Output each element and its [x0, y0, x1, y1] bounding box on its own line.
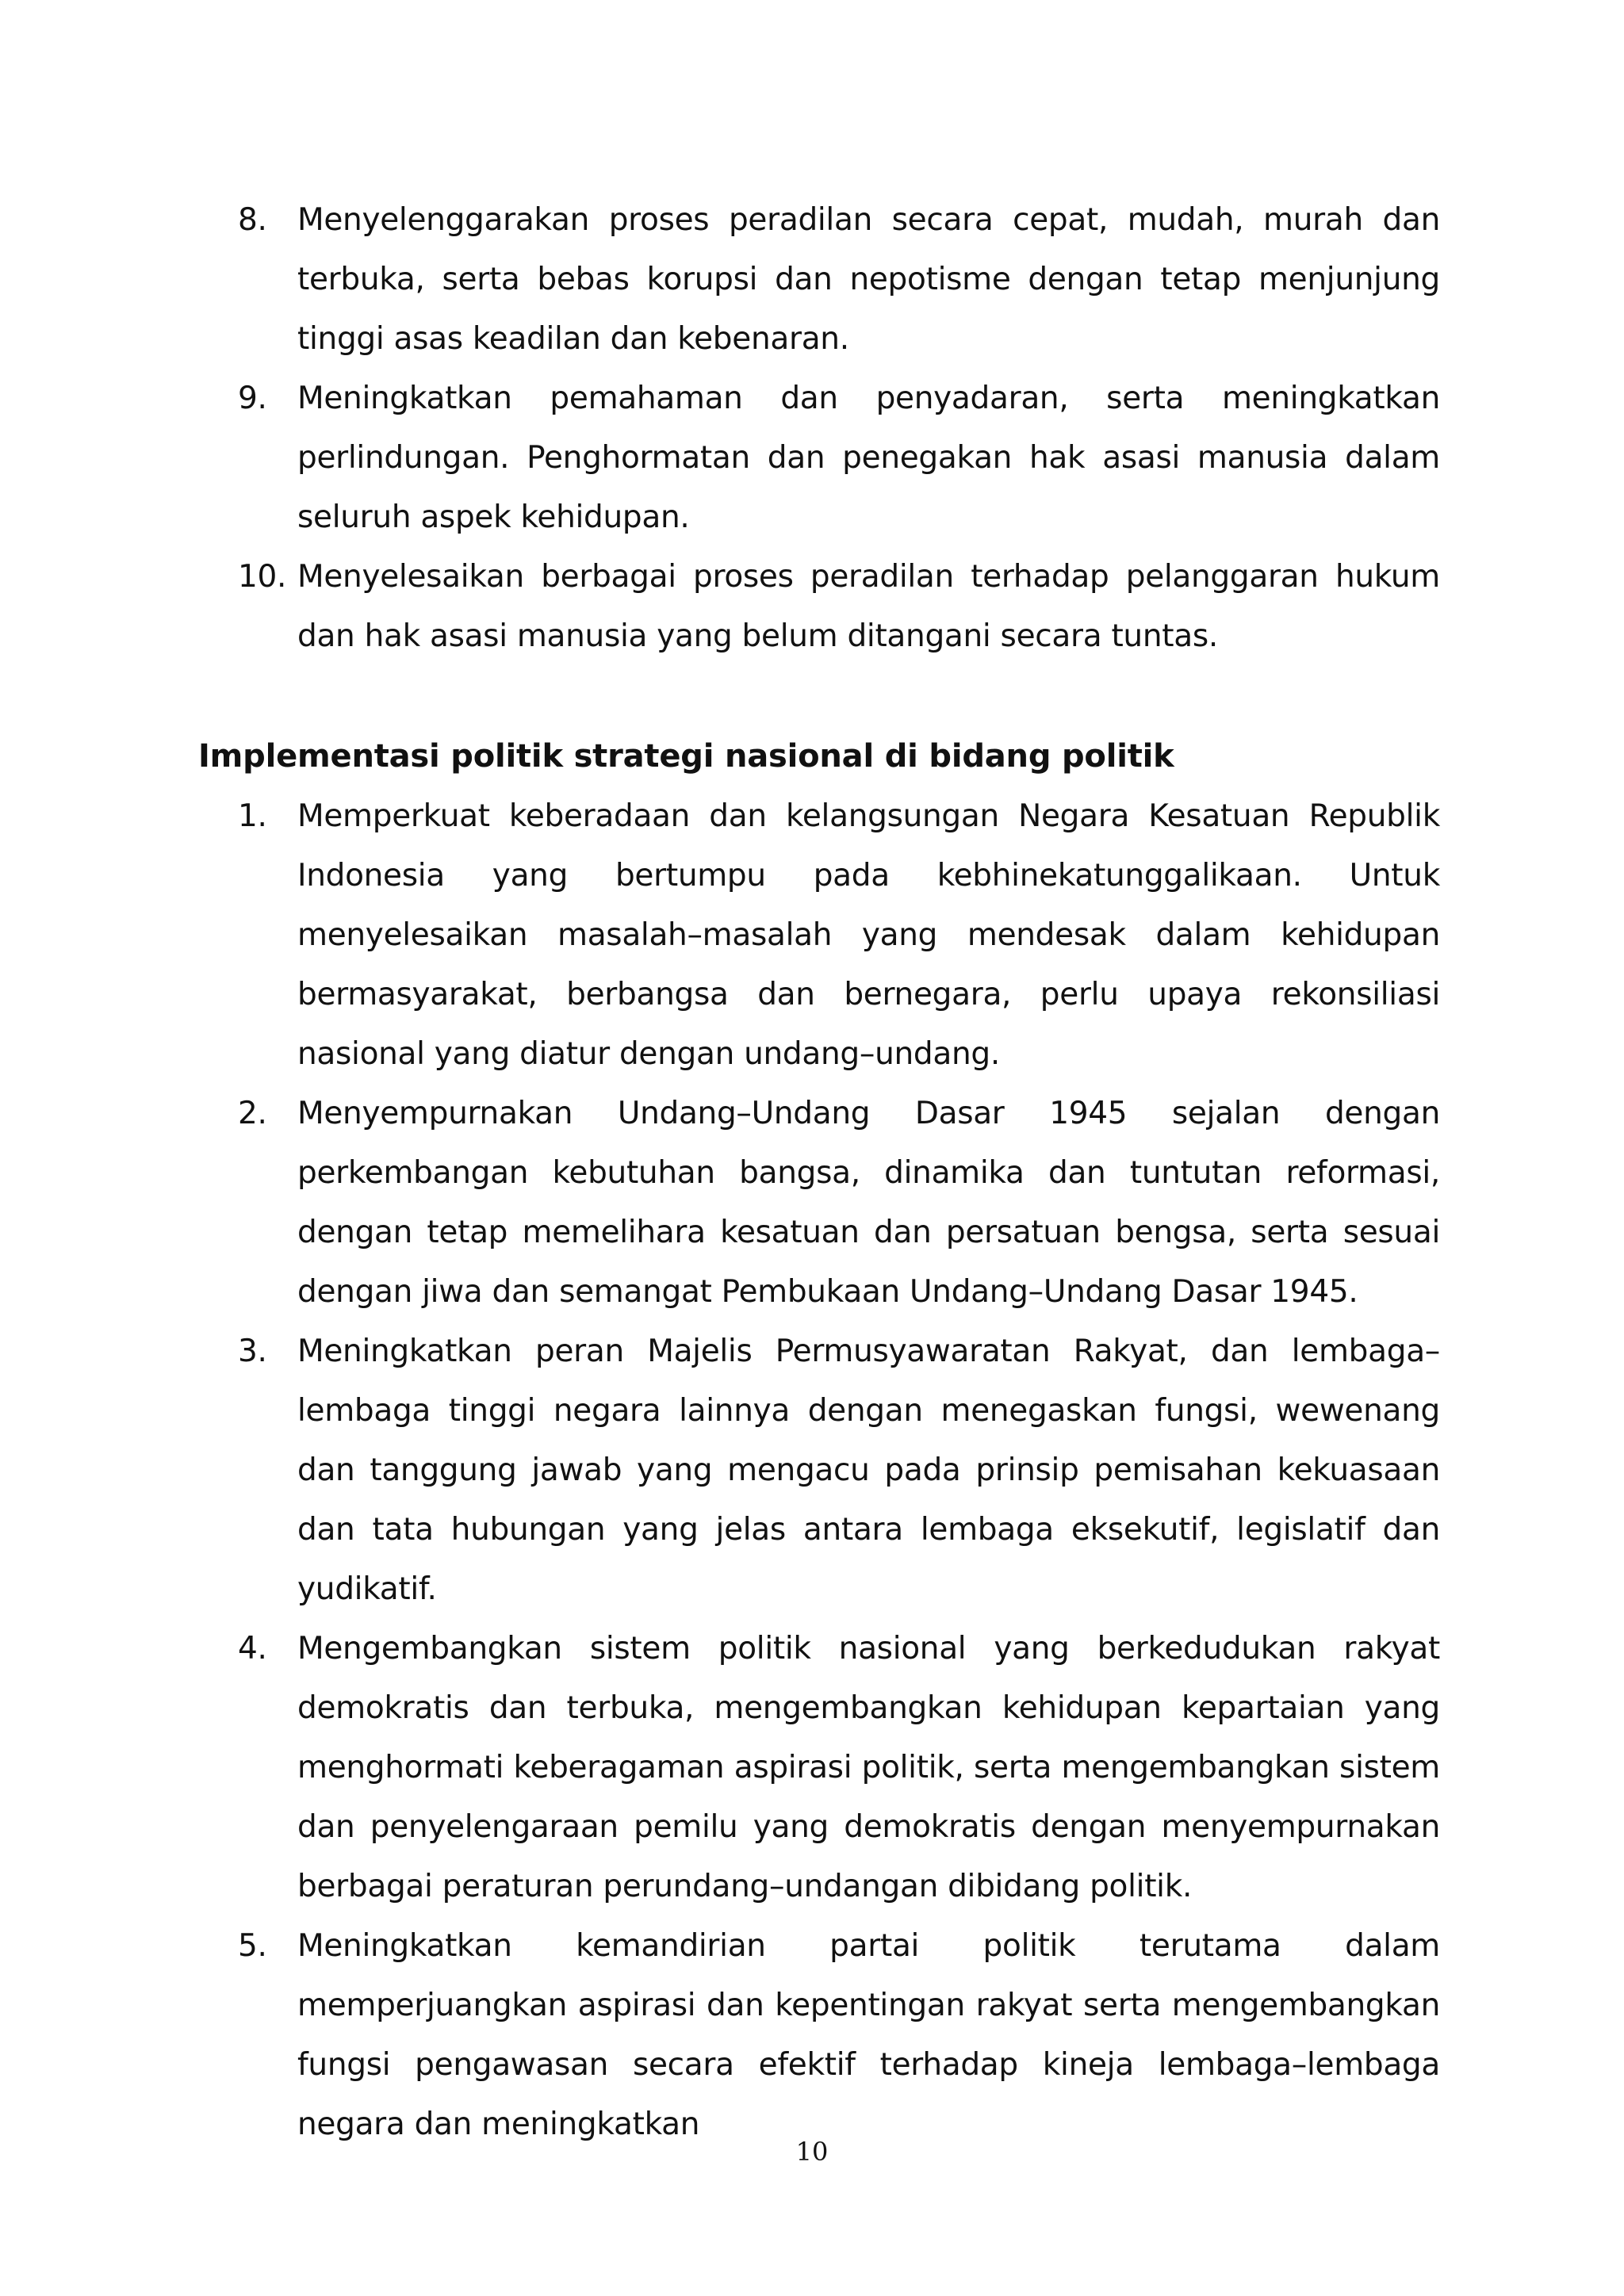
list-item-number: 9.	[238, 381, 267, 416]
list-item	[238, 190, 1440, 369]
list-item-number: 2.	[238, 1096, 267, 1131]
list-item-text: Meningkatkan pemahaman dan penyadaran, serta meningkatkan perlindungan. Penghormatan dan penegakan hak asasi manusia dalam seluruh aspek kehidupan.	[297, 381, 1440, 535]
list-item	[238, 1084, 1440, 1322]
list-item-text: Menyelesaikan berbagai proses peradilan terhadap pelanggaran hukum dan hak asasi manusia yang belum ditangani secara tuntas.	[297, 559, 1440, 654]
numbered-list-politik	[238, 786, 1440, 2154]
list-item-number: 10.	[238, 559, 287, 595]
numbered-list-continued	[238, 190, 1440, 666]
list-item-number: 4.	[238, 1631, 267, 1667]
list-item	[238, 786, 1440, 1084]
list-item-text: Meningkatkan kemandirian partai politik terutama dalam memperjuangkan aspirasi dan kepentingan rakyat serta mengembangkan fungsi pengawasan secara efektif terhadap kineja lembaga–lembaga negara dan meningkatkan	[297, 1928, 1440, 2142]
list-item	[238, 547, 1440, 666]
section-heading: Implementasi politik strategi nasional di bidang politik	[198, 738, 1174, 775]
list-item-number: 1.	[238, 798, 267, 834]
list-item-text: Meningkatkan peran Majelis Permusyawaratan Rakyat, dan lembaga–lembaga tinggi negara lainnya dengan menegaskan fungsi, wewenang dan tanggung jawab yang mengacu pada prinsip pemisahan kekuasaan dan tata hubungan yang jelas antara lembaga eksekutif, legislatif dan yudikatif.	[297, 1334, 1440, 1607]
list-item-text: Memperkuat keberadaan dan kelangsungan Negara Kesatuan Republik Indonesia yang bertumpu pada kebhinekatunggalikaan. Untuk menyelesaikan masalah–masalah yang mendesak dalam kehidupan bermasyarakat, berbangsa dan bernegara, perlu upaya rekonsiliasi nasional yang diatur dengan undang–undang.	[297, 798, 1440, 1072]
list-item	[238, 1322, 1440, 1619]
list-item-text: Menyelenggarakan proses peradilan secara cepat, mudah, murah dan terbuka, serta bebas korupsi dan nepotisme dengan tetap menjunjung tinggi asas keadilan dan kebenaran.	[297, 202, 1440, 357]
list-item	[238, 1619, 1440, 1916]
list-item-number: 8.	[238, 202, 267, 238]
list-item	[238, 1916, 1440, 2154]
list-item	[238, 369, 1440, 547]
page-number: 10	[795, 2137, 829, 2167]
list-item-number: 5.	[238, 1928, 267, 1964]
list-item-text: Menyempurnakan Undang–Undang Dasar 1945 sejalan dengan perkembangan kebutuhan bangsa, dinamika dan tuntutan reformasi, dengan tetap memelihara kesatuan dan persatuan bengsa, serta sesuai dengan jiwa dan semangat Pembukaan Undang–Undang Dasar 1945.	[297, 1096, 1440, 1310]
list-item-text: Mengembangkan sistem politik nasional yang berkedudukan rakyat demokratis dan terbuka, mengembangkan kehidupan kepartaian yang menghormati keberagaman aspirasi politik, serta mengembangkan sistem dan penyelengaraan pemilu yang demokratis dengan menyempurnakan berbagai peraturan perundang–undangan dibidang politik.	[297, 1631, 1440, 1904]
list-item-number: 3.	[238, 1334, 267, 1369]
